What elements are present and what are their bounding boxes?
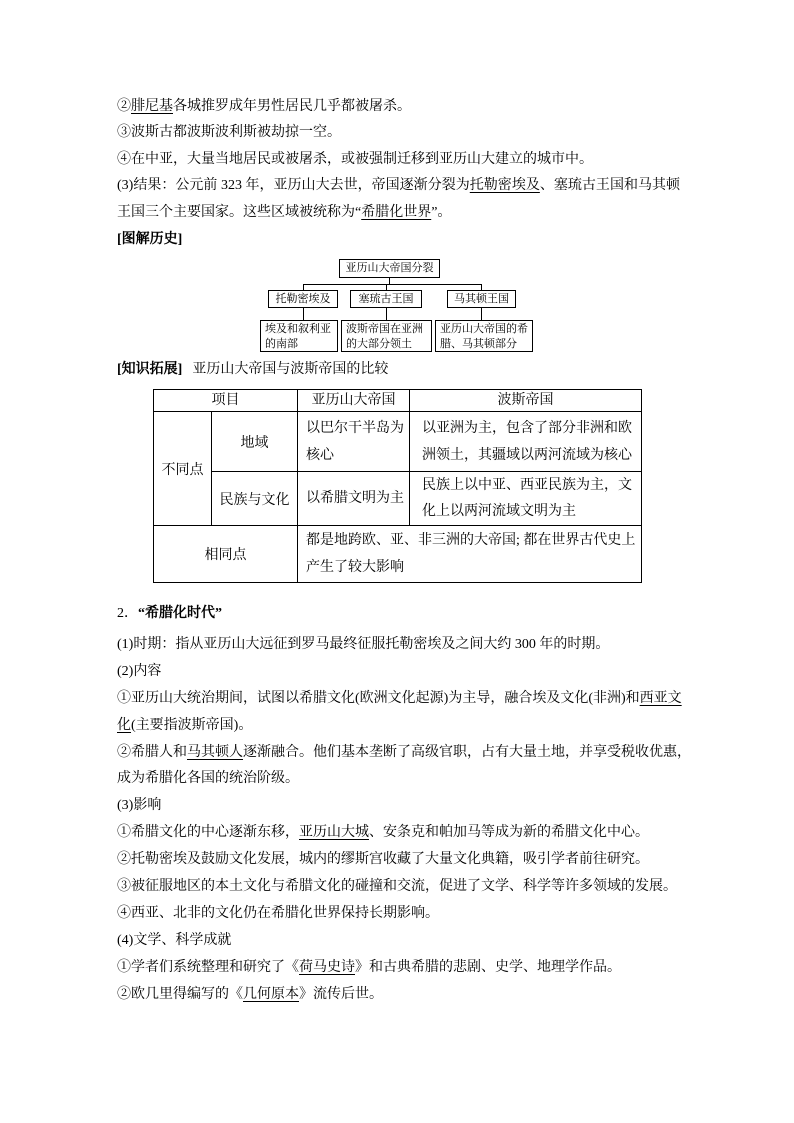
- text-line: [117, 713, 252, 739]
- table-header-row: [154, 390, 642, 412]
- aspect-cell: 地域: [212, 412, 298, 472]
- same-content-cell: [298, 526, 642, 583]
- cell-line: 都是地跨欧、亚、非三洲的大帝国; 都在世界古代史上: [306, 533, 636, 548]
- result-line: [117, 200, 451, 226]
- text-segment: 》和古典希腊的悲剧、史学、地理学作品。: [355, 960, 621, 975]
- underlined-term: 化: [117, 718, 131, 733]
- comparison-heading-line: [117, 357, 388, 383]
- connector-line: [481, 308, 482, 320]
- cell-line: 核心: [306, 447, 334, 463]
- persia-cell: [410, 412, 642, 472]
- text-segment: ②希腊人和: [117, 745, 187, 760]
- table-row: [154, 472, 642, 526]
- alexander-cell: [298, 412, 410, 472]
- underlined-term: 希腊化世界: [361, 205, 432, 220]
- text-segment: 、塞琉古王国和马其顿: [539, 178, 681, 193]
- comparison-heading: [知识拓展]: [117, 362, 183, 377]
- text-segment: ①亚历山大统治期间，试图以希腊文化(欧洲文化起源)为主导，融合埃及文化(非洲)和: [117, 691, 640, 706]
- detail-line: 亚历山大帝国的希: [440, 323, 528, 335]
- text-segment: ①希腊文化的中心逐渐东移，: [117, 825, 299, 840]
- text-line: [117, 686, 680, 712]
- underlined-term: 马其顿人: [187, 745, 243, 760]
- detail-line: 埃及和叙利亚: [265, 323, 331, 335]
- same-label-cell: 相同点: [154, 526, 298, 583]
- text-segment: ①学者们系统整理和研究了《: [117, 960, 299, 975]
- table-row: [154, 412, 642, 472]
- connector-line: [386, 308, 387, 320]
- connector-line: [303, 284, 482, 285]
- cell-line: 产生了较大影响: [306, 560, 404, 575]
- diagram-branch-box: 托勒密埃及: [268, 290, 338, 308]
- text-line: 成为希腊化各国的统治阶级。: [117, 771, 299, 786]
- comparison-table: [153, 389, 642, 583]
- detail-line: 的大部分领土: [346, 337, 412, 350]
- subheading: (4)文学、科学成就: [117, 933, 232, 948]
- header-cell: 亚历山大帝国: [298, 390, 410, 412]
- section-number: 2．: [117, 606, 138, 621]
- underlined-term: 荷马史诗: [299, 960, 355, 975]
- text-segment: 王国三个主要国家。这些区域被统称为“: [117, 205, 362, 220]
- cell-line: 以亚洲为主，包含了部分非洲和欧: [422, 420, 632, 436]
- result-line: [117, 173, 680, 199]
- text-line: (1)时期：指从亚历山大远征到罗马最终征服托勒密埃及之间大约 300 年的时期。: [117, 637, 610, 652]
- diagram-heading: [图解历史]: [117, 232, 183, 247]
- text-segment: ②欧几里得编写的《: [117, 987, 243, 1002]
- section-title: [117, 601, 222, 627]
- diagram-detail-box: [435, 320, 533, 352]
- diagram-detail-box: [341, 320, 432, 352]
- persia-cell: [410, 472, 642, 526]
- diagram-detail-box: [260, 320, 338, 352]
- subheading: (2)内容: [117, 664, 162, 679]
- text-segment: 逐渐融合。他们基本垄断了高级官职，占有大量土地，并享受税收优惠，: [243, 745, 691, 760]
- underlined-term: 托勒密埃及: [469, 178, 540, 193]
- aspect-cell: 民族与文化: [212, 472, 298, 526]
- underlined-term: 腓尼基: [131, 99, 173, 114]
- subheading: (3)影响: [117, 798, 162, 813]
- detail-line: 的南部: [265, 337, 298, 350]
- header-cell: 项目: [154, 390, 298, 412]
- section-title-text: “希腊化时代”: [138, 606, 222, 621]
- text-segment: ②: [117, 99, 131, 114]
- text-line: ④在中亚，大量当地居民或被屠杀，或被强制迁移到亚历山大建立的城市中。: [117, 152, 593, 167]
- diagram-root-box: 亚历山大帝国分裂: [339, 259, 440, 278]
- cell-line: 民族上以中亚、西亚民族为主，文: [422, 477, 632, 493]
- text-segment: 、安条克和帕加马等成为新的希腊文化中心。: [369, 825, 649, 840]
- text-line: ④西亚、北非的文化仍在希腊化世界保持长期影响。: [117, 906, 439, 921]
- text-line: ②托勒密埃及鼓励文化发展，城内的缪斯宫收藏了大量文化典籍，吸引学者前往研究。: [117, 852, 649, 867]
- detail-line: 腊、马其顿部分: [440, 337, 517, 350]
- text-segment: (主要指波斯帝国)。: [131, 718, 253, 733]
- underlined-term: 亚历山大城: [299, 825, 369, 840]
- underlined-term: 西亚文: [639, 691, 682, 706]
- diff-label-cell: 不同点: [154, 412, 212, 526]
- text-line: [117, 94, 411, 120]
- text-segment: 》流传后世。: [299, 987, 383, 1002]
- connector-line: [303, 308, 304, 320]
- text-segment: ”。: [431, 205, 452, 220]
- text-line: [117, 955, 621, 981]
- cell-line: 化上以两河流域文明为主: [422, 503, 576, 519]
- alexander-cell: [298, 472, 410, 526]
- text-line: [117, 740, 691, 766]
- text-segment: (3)结果：公元前 323 年，亚历山大去世，帝国逐渐分裂为: [117, 178, 470, 193]
- cell-line: 以希腊文明为主: [306, 491, 404, 506]
- cell-line: 洲领土，其疆域以两河流域为核心: [422, 447, 632, 463]
- diagram-branch-box: 塞琉古王国: [350, 290, 422, 308]
- comparison-title: 亚历山大帝国与波斯帝国的比较: [192, 362, 389, 377]
- text-line: ③被征服地区的本土文化与希腊文化的碰撞和交流，促进了文学、科学等许多领域的发展。: [117, 879, 677, 894]
- header-cell: 波斯帝国: [410, 390, 642, 412]
- text-line: [117, 982, 383, 1008]
- underlined-term: 几何原本: [243, 987, 299, 1002]
- text-line: ③波斯古都波斯波利斯被劫掠一空。: [117, 125, 341, 140]
- text-segment: 各城推罗成年男性居民几乎都被屠杀。: [173, 99, 411, 114]
- table-row: [154, 526, 642, 583]
- text-line: [117, 820, 649, 846]
- detail-line: 波斯帝国在亚洲: [346, 323, 423, 335]
- cell-line: 以巴尔干半岛为: [306, 420, 404, 436]
- diagram-branch-box: 马其顿王国: [447, 290, 516, 308]
